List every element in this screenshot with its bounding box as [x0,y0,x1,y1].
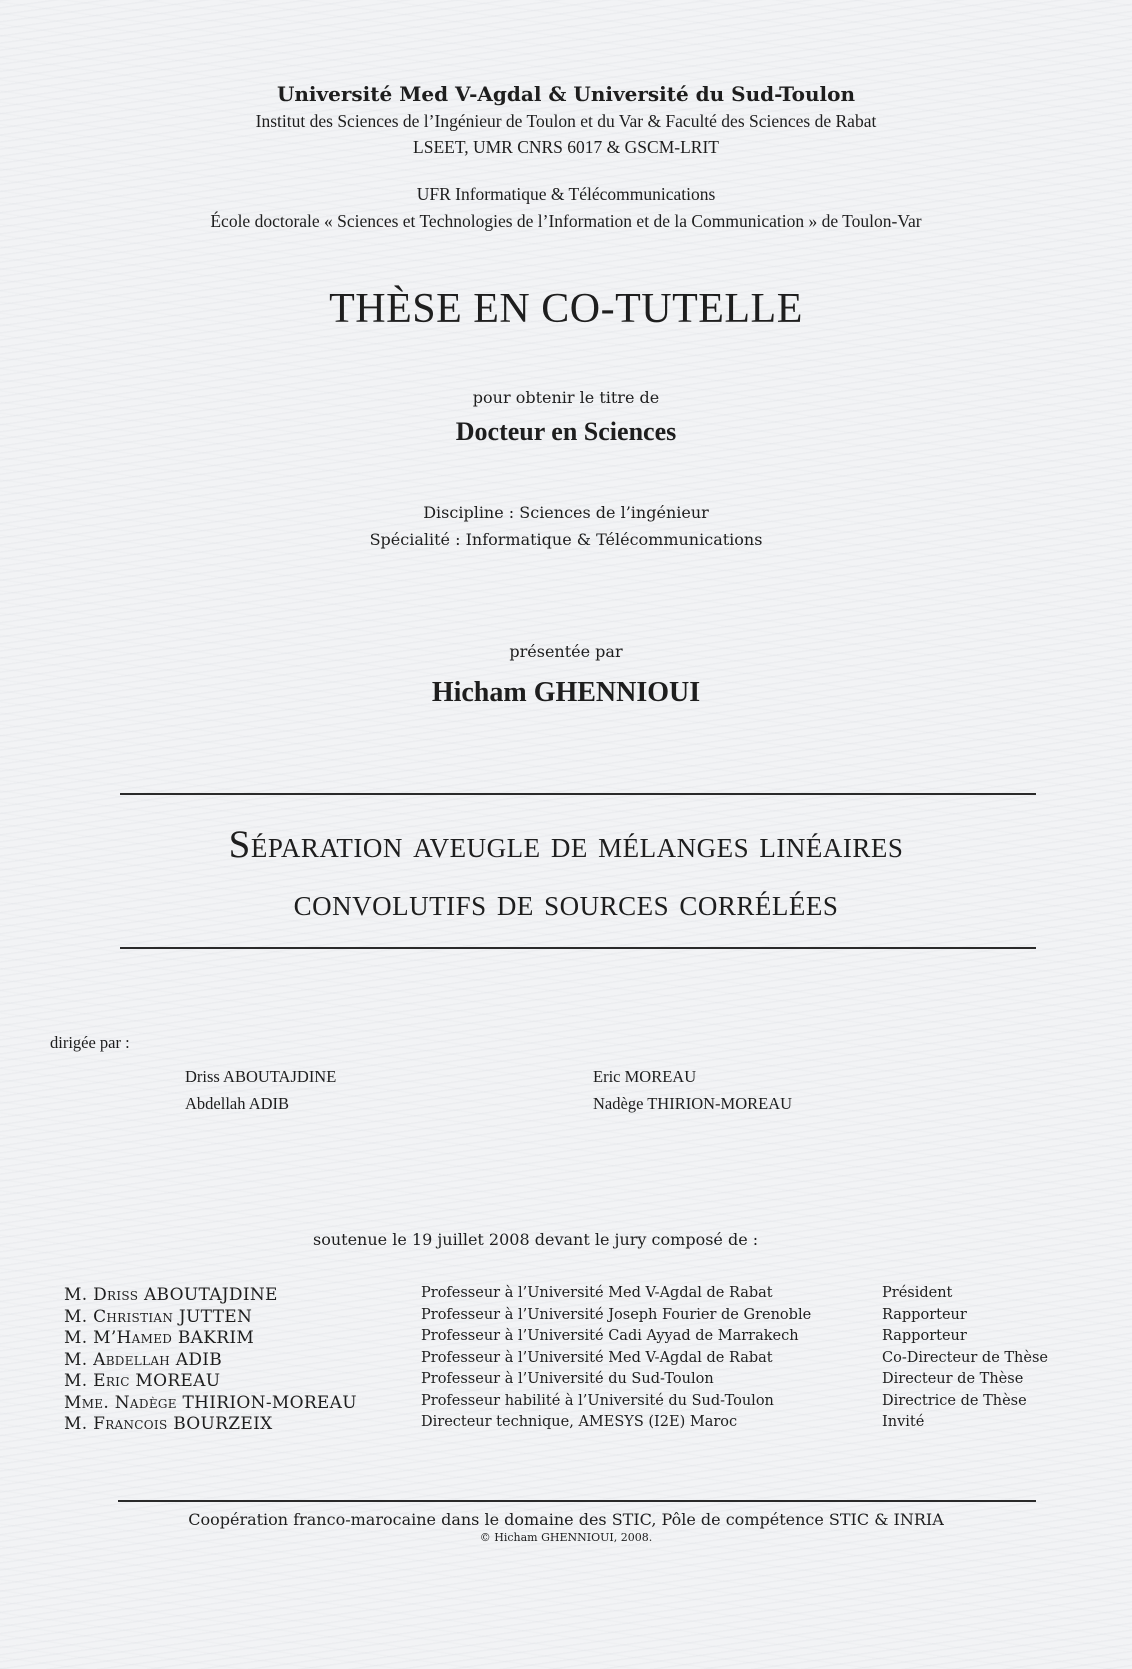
title-rule-top [120,793,1036,795]
degree-title: Docteur en Sciences [455,417,677,446]
thesis-title-line2: convolutifs de sources corrélées [293,881,839,924]
jury-member-name: M. Abdellah ADIB [64,1349,223,1370]
cooperation-line: Coopération franco-marocaine dans le domaine des STIC, Pôle de compétence STIC & INRIA [188,1510,944,1529]
jury-member-name: M. Francois BOURZEIX [64,1414,273,1434]
thesis-title-line1: Séparation aveugle de mélanges linéaires [228,823,904,866]
presented-by-label: présentée par [509,642,623,661]
universities-line: Université Med V-Agdal & Université du Sud-Toulon [276,82,856,106]
supervisor-name: Abdellah ADIB [185,1094,290,1113]
jury-row [0,1285,1132,1307]
copyright-line: © Hicham GHENNIOUI, 2008. [479,1531,653,1544]
jury-row [0,1328,1132,1350]
jury-member-affiliation: Professeur à l’Université Cadi Ayyad de Marrakech [421,1328,799,1344]
ufr-line: UFR Informatique & Télécommunications [416,184,716,204]
thesis-type-title: THÈSE EN CO-TUTELLE [329,286,803,332]
supervisors-label: dirigée par : [50,1033,130,1052]
jury-row [0,1307,1132,1329]
supervisor-name: Eric MOREAU [593,1067,697,1086]
jury-row [0,1350,1132,1372]
jury-member-role: Rapporteur [882,1328,967,1344]
author-name: Hicham GHENNIOUI [431,677,701,708]
jury-row [0,1414,1132,1436]
jury-member-name: M. Eric MOREAU [64,1371,221,1391]
footer-rule [118,1500,1036,1502]
jury-member-name: M. M’Hamed BAKRIM [64,1328,255,1348]
institutes-line: Institut des Sciences de l’Ingénieur de Toulon et du Var & Faculté des Sciences de Rabat [255,111,877,131]
doctoral-school-line: École doctorale « Sciences et Technologies de l’Information et de la Communication » de Toulon-Var [210,211,922,231]
defense-line: soutenue le 19 juillet 2008 devant le jury composé de : [313,1230,759,1249]
supervisor-name: Nadège THIRION-MOREAU [593,1094,793,1113]
jury-member-role: Directeur de Thèse [882,1371,1024,1387]
jury-member-name: M. Christian JUTTEN [64,1306,253,1327]
jury-row [0,1393,1132,1415]
jury-member-role: Rapporteur [882,1306,967,1323]
degree-intro: pour obtenir le titre de [472,388,660,407]
jury-member-affiliation: Professeur à l’Université Med V-Agdal de Rabat [421,1285,773,1301]
jury-member-affiliation: Professeur à l’Université Med V-Agdal de Rabat [421,1349,773,1366]
jury-member-role: Invité [882,1414,925,1430]
jury-member-role: Co-Directeur de Thèse [882,1349,1048,1366]
jury-member-role: Président [882,1285,953,1301]
specialty-line: Spécialité : Informatique & Télécommunications [369,530,763,549]
supervisor-name: Driss ABOUTAJDINE [185,1067,337,1086]
discipline-line: Discipline : Sciences de l’ingénieur [423,503,709,522]
title-rule-bottom [120,947,1036,949]
jury-member-name: Mme. Nadège THIRION-MOREAU [64,1392,357,1413]
jury-row [0,1371,1132,1393]
labs-line: LSEET, UMR CNRS 6017 & GSCM-LRIT [413,137,719,157]
jury-member-affiliation: Professeur à l’Université Joseph Fourier de Grenoble [421,1306,812,1323]
jury-member-affiliation: Professeur habilité à l’Université du Sud-Toulon [421,1392,774,1409]
jury-member-affiliation: Professeur à l’Université du Sud-Toulon [421,1371,714,1387]
jury-member-affiliation: Directeur technique, AMESYS (I2E) Maroc [421,1414,738,1430]
jury-member-name: M. Driss ABOUTAJDINE [64,1285,278,1305]
jury-member-role: Directrice de Thèse [882,1392,1027,1409]
